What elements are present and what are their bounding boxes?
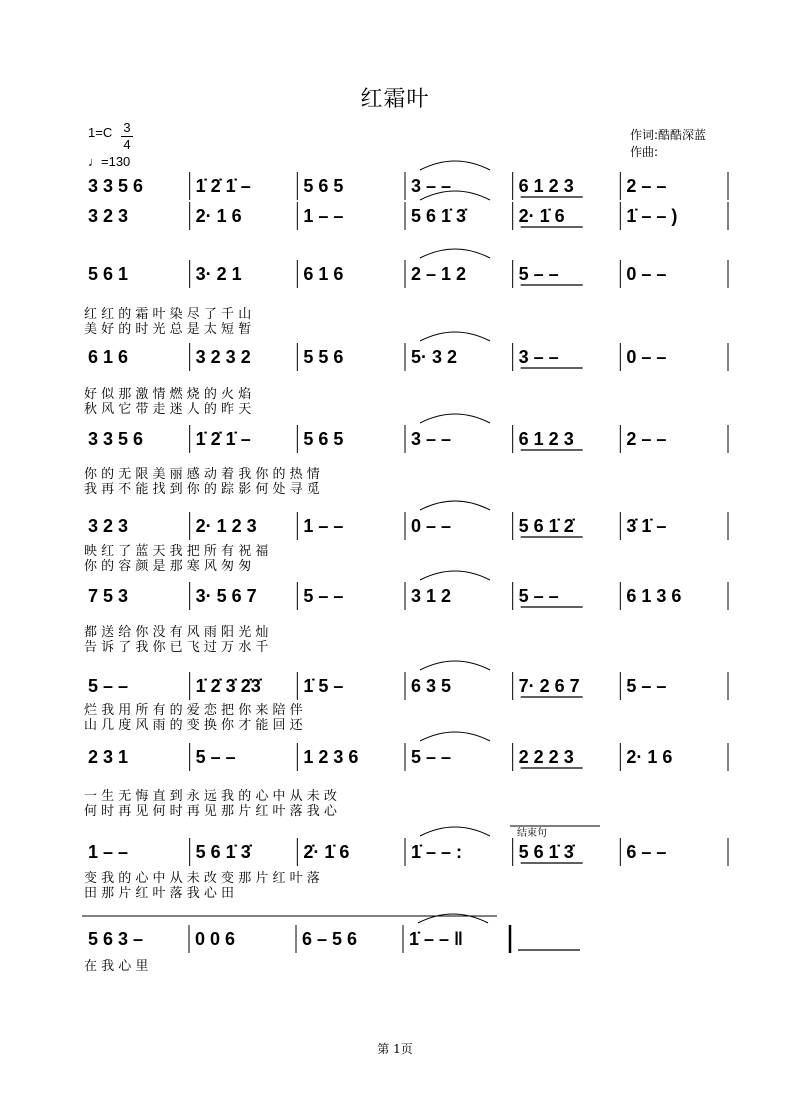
slur — [420, 571, 490, 580]
measure: 3 3 5 6 — [88, 176, 144, 196]
lyric-line: 红 红 的 霜 叶 染 尽 了 千 山 — [84, 307, 252, 322]
measure: 2 – – — [626, 176, 667, 196]
measure: 3 1 2 — [411, 586, 452, 606]
measure: 5· 3 2 — [411, 347, 458, 367]
lyric-line: 一 生 无 悔 直 到 永 远 我 的 心 中 从 未 改 — [84, 789, 337, 804]
measure: 6 3 5 — [411, 676, 452, 696]
measure: 1 2 3 6 — [303, 747, 359, 767]
measure: 1̇ 2̇ 1̇ – — [195, 429, 251, 449]
lyric-line: 何 时 再 见 何 时 再 见 那 片 红 叶 落 我 心 — [84, 804, 337, 819]
slur — [420, 332, 490, 341]
measure: 5 – – — [518, 586, 559, 606]
slur — [420, 501, 490, 510]
lyric-line: 告 诉 了 我 你 已 飞 过 万 水 千 — [84, 640, 269, 655]
measure: 3 – – — [411, 176, 452, 196]
measure: 5 6 1 — [88, 264, 129, 284]
measure: 0 – – — [626, 264, 667, 284]
lyric-line: 在 我 心 里 — [84, 959, 149, 974]
measure: 3 – – — [411, 429, 452, 449]
measure: 2· 1̇ 6 — [518, 206, 565, 226]
measure: 5 – – — [518, 264, 559, 284]
ending-label: 结束句 — [517, 828, 547, 839]
measure: 1̇ 2̇ 3̇ 2̇3̇ — [195, 676, 261, 696]
measure: 5 – – — [626, 676, 667, 696]
measure: 5 – – — [195, 747, 236, 767]
measure: 6 1 6 — [88, 347, 129, 367]
measure: 5 – – — [411, 747, 452, 767]
composer-credit: 作曲: — [630, 145, 659, 159]
measure: 1̇ – – : — [411, 842, 463, 862]
measure: 3 2 3 — [88, 206, 129, 226]
measure: 6 1 2 3 — [518, 176, 574, 196]
slur — [420, 827, 490, 836]
page-number: 第 1页 — [377, 1042, 413, 1056]
measure: 2 – – — [626, 429, 667, 449]
lyric-line: 烂 我 用 所 有 的 爱 恋 把 你 来 陪 伴 — [84, 703, 303, 718]
measure: 2 – 1 2 — [411, 264, 467, 284]
lyric-line: 美 好 的 时 光 总 是 太 短 暂 — [84, 322, 252, 337]
measure: 0 – – — [411, 516, 452, 536]
time-signature-top: 3 — [123, 120, 131, 135]
lyric-line: 山 几 度 风 雨 的 变 换 你 才 能 回 还 — [84, 718, 303, 733]
measure: 5 6 1̇ 3̇ — [518, 842, 574, 862]
measure: 6 1 6 — [303, 264, 344, 284]
measure: 1̇ 5 – — [303, 676, 344, 696]
slur — [420, 414, 490, 423]
measure: 3 3 5 6 — [88, 429, 144, 449]
measure: 5 6 1̇ 2̇ — [518, 516, 574, 536]
tempo-value: =130 — [101, 154, 131, 169]
measure: 2· 1 6 — [195, 206, 242, 226]
measure: 1 – – — [303, 516, 344, 536]
lyric-line: 我 再 不 能 找 到 你 的 踪 影 何 处 寻 觅 — [84, 482, 320, 497]
slur — [420, 249, 490, 258]
slur — [420, 161, 490, 170]
lyric-line: 你 的 容 颜 是 那 寒 风 匆 匆 — [84, 559, 252, 574]
lyric-line: 秋 风 它 带 走 迷 人 的 昨 天 — [84, 402, 252, 417]
measure: 5 – – — [303, 586, 344, 606]
measure: 2 3 1 — [88, 747, 129, 767]
measure: 6 – – — [626, 842, 667, 862]
measure: 6 – 5 6 — [302, 929, 358, 949]
time-signature-bottom: 4 — [123, 137, 131, 152]
slur — [420, 661, 490, 670]
measure: 1 – – — [88, 842, 129, 862]
measure: 3 – – — [518, 347, 559, 367]
measure: 7· 2 6 7 — [518, 676, 580, 696]
lyric-line: 好 似 那 激 情 燃 烧 的 火 焰 — [84, 387, 252, 402]
measure: 3· 2 1 — [195, 264, 242, 284]
measure: 2· 1 2 3 — [195, 516, 257, 536]
measure: 2̇· 1̇ 6 — [303, 842, 350, 862]
lyric-line: 变 我 的 心 中 从 未 改 变 那 片 红 叶 落 — [84, 871, 320, 886]
measure: 1̇ 2̇ 1̇ – — [195, 176, 251, 196]
measure: 5 6 1̇ 3̇ — [411, 206, 467, 226]
lyric-line: 田 那 片 红 叶 落 我 心 田 — [84, 886, 235, 901]
key-signature: 1=C — [88, 125, 113, 140]
measure: 0 0 6 — [195, 929, 236, 949]
lyric-line: 都 送 给 你 没 有 风 雨 阳 光 灿 — [84, 625, 269, 640]
measure: 2· 1 6 — [626, 747, 673, 767]
slur — [418, 914, 488, 923]
measure: 5 6 5 — [303, 176, 344, 196]
lyricist-credit: 作词:酷酷深蓝 — [630, 128, 707, 142]
measure: 0 – – — [626, 347, 667, 367]
slur — [420, 732, 490, 741]
measure: 1̇ – – ‖ — [409, 929, 463, 949]
measure: 3 2 3 2 — [195, 347, 251, 367]
measure: 7 5 3 — [88, 586, 129, 606]
quarter-note-icon: ♩ — [88, 154, 101, 169]
measure: 5 6 1̇ 3̇ — [195, 842, 251, 862]
measure: 5 6 5 — [303, 429, 344, 449]
lyric-line: 映 红 了 蓝 天 我 把 所 有 祝 福 — [84, 544, 269, 559]
measure: 3 2 3 — [88, 516, 129, 536]
measure: 5 6 3 – — [88, 929, 144, 949]
measure: 1̇ – – ) — [626, 206, 678, 226]
measure: 2 2 2 3 — [518, 747, 574, 767]
measure: 3· 5 6 7 — [195, 586, 257, 606]
song-title: 红霜叶 — [360, 87, 430, 112]
measure: 1 – – — [303, 206, 344, 226]
measure: 6 1 3 6 — [626, 586, 682, 606]
measure: 5 5 6 — [303, 347, 344, 367]
measure: 3̇ 1̇ – — [626, 516, 667, 536]
measure: 5 – – — [88, 676, 129, 696]
measure: 6 1 2 3 — [518, 429, 574, 449]
lyric-line: 你 的 无 限 美 丽 感 动 着 我 你 的 热 情 — [84, 467, 320, 482]
